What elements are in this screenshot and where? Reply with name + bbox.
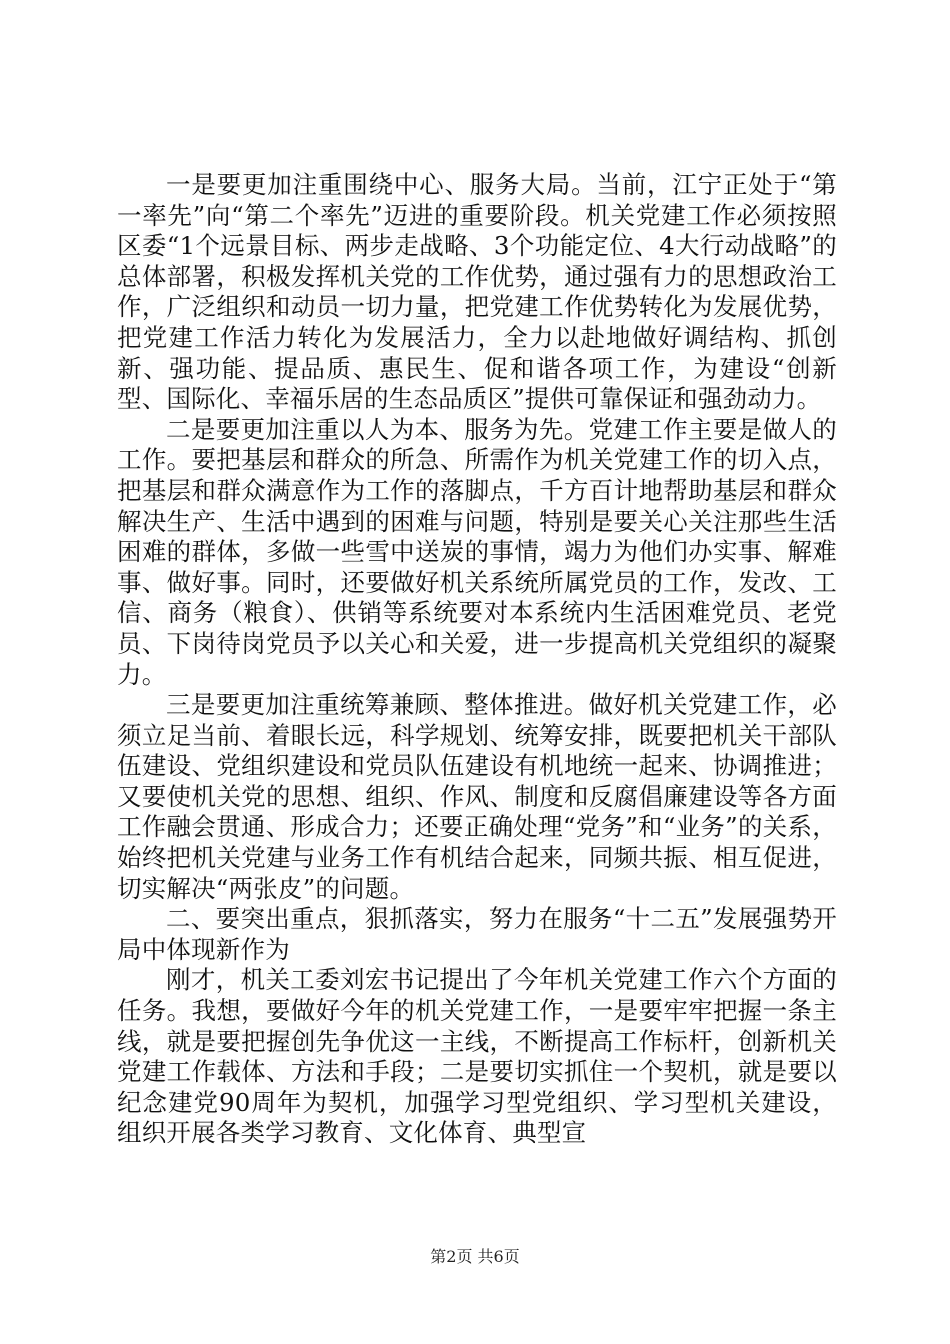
- section-heading: 二、要突出重点，狠抓落实，努力在服务“十二五”发展强势开局中体现新作为: [117, 904, 837, 964]
- document-body: [117, 170, 837, 1149]
- paragraph-2: 二是要更加注重以人为本、服务为先。党建工作主要是做人的工作。要把基层和群众的所急、所需作为机关党建工作的切入点，把基层和群众满意作为工作的落脚点，千方百计地帮助基层和群众解决生产、生活中遇到的困难与问题，特别是要关心关注那些生活困难的群体，多做一些雪中送炭的事情，竭力为他们办实事、解难事、做好事。同时，还要做好机关系统所属党员的工作，发改、工信、商务（粮食）、供销等系统要对本系统内生活困难党员、老党员、下岗待岗党员予以关心和关爱，进一步提高机关党组织的凝聚力。: [117, 414, 837, 689]
- page-number-footer: 第2页 共6页: [430, 1247, 520, 1266]
- paragraph-1: 一是要更加注重围绕中心、服务大局。当前，江宁正处于“第一率先”向“第二个率先”迈进的重要阶段。机关党建工作必须按照区委“1个远景目标、两步走战略、3个功能定位、4大行动战略”的总体部署，积极发挥机关党的工作优势，通过强有力的思想政治工作，广泛组织和动员一切力量，把党建工作优势转化为发展优势，把党建工作活力转化为发展活力，全力以赴地做好调结构、抓创新、强功能、提品质、惠民生、促和谐各项工作，为建设“创新型、国际化、幸福乐居的生态品质区”提供可靠保证和强劲动力。: [117, 170, 837, 414]
- paragraph-4: 刚才，机关工委刘宏书记提出了今年机关党建工作六个方面的任务。我想，要做好今年的机关党建工作，一是要牢牢把握一条主线，就是要把握创先争优这一主线，不断提高工作标杆，创新机关党建工作载体、方法和手段；二是要切实抓住一个契机，就是要以纪念建党90周年为契机，加强学习型党组织、学习型机关建设，组织开展各类学习教育、文化体育、典型宣: [117, 965, 837, 1148]
- paragraph-3: 三是要更加注重统筹兼顾、整体推进。做好机关党建工作，必须立足当前、着眼长远，科学规划、统筹安排，既要把机关干部队伍建设、党组织建设和党员队伍建设有机地统一起来、协调推进；又要使机关党的思想、组织、作风、制度和反腐倡廉建设等各方面工作融会贯通、形成合力；还要正确处理“党务”和“业务”的关系，始终把机关党建与业务工作有机结合起来，同频共振、相互促进，切实解决“两张皮”的问题。: [117, 690, 837, 903]
